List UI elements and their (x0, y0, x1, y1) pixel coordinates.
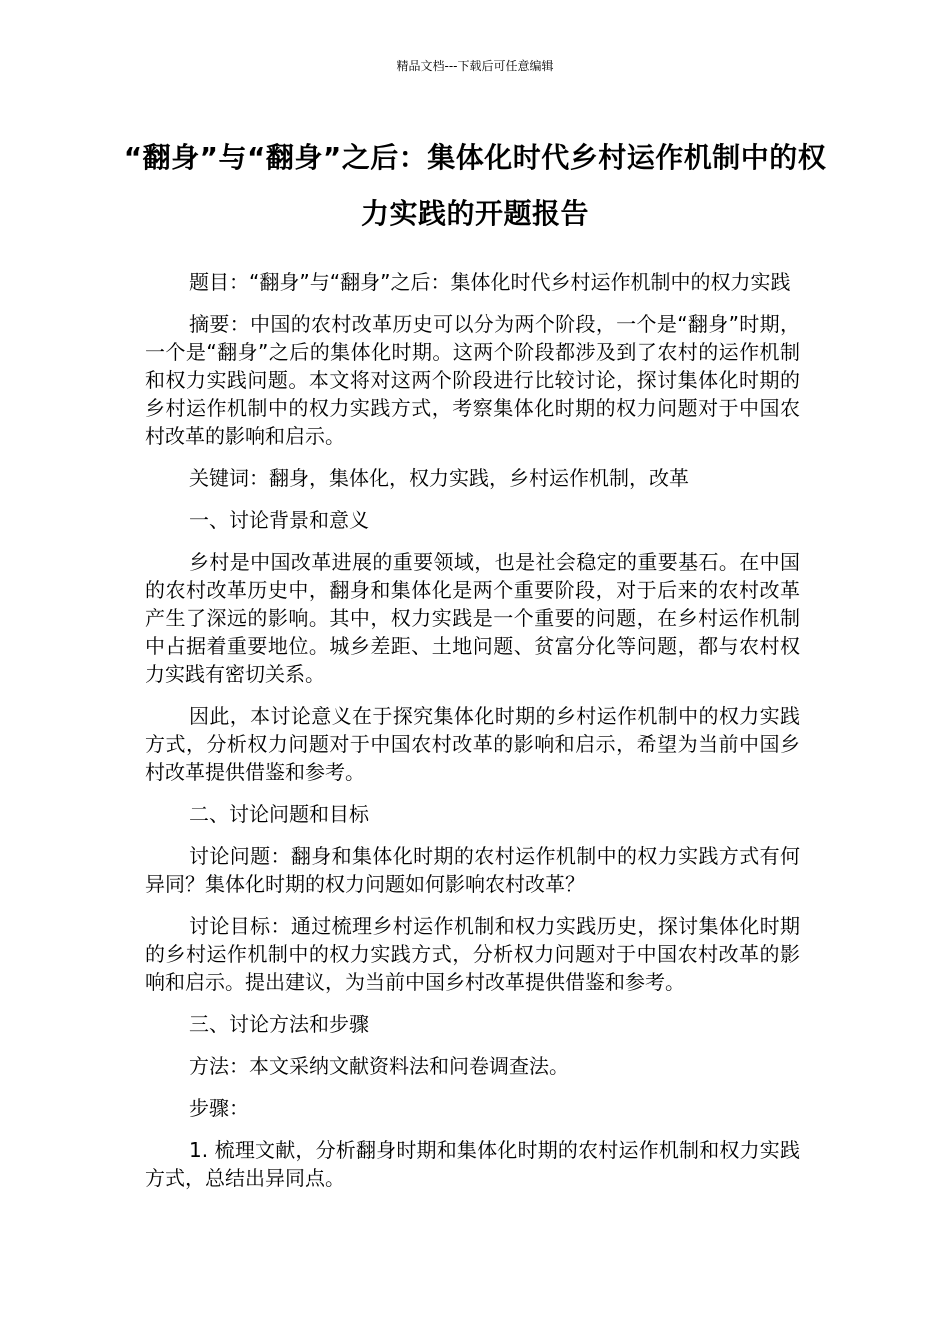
paragraph-topic: 题目：“翻身”与“翻身”之后：集体化时代乡村运作机制中的权力实践 (189, 270, 791, 294)
paragraph-goals: 讨论目标：通过梳理乡村运作机制和权力实践历史，探讨集体化时期的乡村运作机制中的权力实践方式，分析权力问题对于中国农村改革的影响和启示。提出建议，为当前中国乡村改革提供借鉴和参考。 (145, 914, 800, 994)
paragraph-steps-label: 步骤： (189, 1096, 249, 1120)
section-heading-methods: 三、讨论方法和步骤 (189, 1012, 369, 1036)
paragraph-significance: 因此，本讨论意义在于探究集体化时期的乡村运作机制中的权力实践方式，分析权力问题对于中国农村改革的影响和启示，希望为当前中国乡村改革提供借鉴和参考。 (145, 704, 800, 784)
page-header: 精品文档---下载后可任意编辑 (396, 59, 554, 73)
paragraph-abstract: 摘要：中国的农村改革历史可以分为两个阶段，一个是“翻身”时期，一个是“翻身”之后的集体化时期。这两个阶段都涉及到了农村的运作机制和权力实践问题。本文将对这两个阶段进行比较讨论，探讨集体化时期的乡村运作机制中的权力实践方式，考察集体化时期的权力问题对于中国农村改革的影响和启示。 (145, 312, 800, 448)
paragraph-keywords: 关键词：翻身，集体化，权力实践，乡村运作机制，改革 (189, 466, 689, 490)
document-title: “翻身”与“翻身”之后：集体化时代乡村运作机制中的权力实践的开题报告 (123, 141, 827, 230)
document-body (145, 268, 800, 1206)
paragraph-background: 乡村是中国改革进展的重要领域，也是社会稳定的重要基石。在中国的农村改革历史中，翻身和集体化是两个重要阶段，对于后来的农村改革产生了深远的影响。其中，权力实践是一个重要的问题，在乡村运作机制中占据着重要地位。城乡差距、土地问题、贫富分化等问题，都与农村权力实践有密切关系。 (145, 550, 800, 686)
section-heading-background: 一、讨论背景和意义 (189, 508, 369, 532)
paragraph-step-1: 1. 梳理文献，分析翻身时期和集体化时期的农村运作机制和权力实践方式，总结出异同点。 (145, 1138, 800, 1190)
section-heading-questions: 二、讨论问题和目标 (189, 802, 369, 826)
paragraph-questions: 讨论问题：翻身和集体化时期的农村运作机制中的权力实践方式有何异同？集体化时期的权力问题如何影响农村改革？ (145, 844, 800, 896)
paragraph-methods: 方法：本文采纳文献资料法和问卷调查法。 (189, 1054, 569, 1078)
